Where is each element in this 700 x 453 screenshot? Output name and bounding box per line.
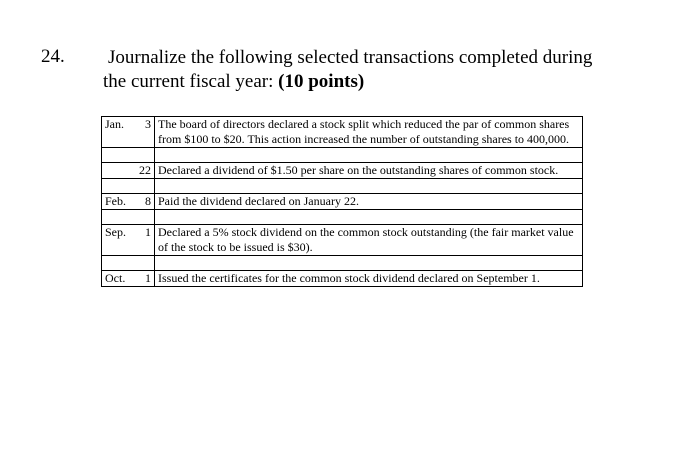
row-day: 3 bbox=[134, 117, 155, 148]
row-description: Issued the certificates for the common stock dividend declared on September 1. bbox=[155, 271, 583, 287]
question-points: (10 points) bbox=[278, 71, 365, 92]
row-day: 1 bbox=[134, 271, 155, 287]
question-line-2 bbox=[103, 70, 364, 94]
row-month: Jan. bbox=[102, 117, 135, 148]
question-line-1: Journalize the following selected transactions completed during bbox=[108, 47, 593, 68]
row-day: 8 bbox=[134, 194, 155, 210]
row-description: The board of directors declared a stock split which reduced the par of common shares from $100 to $20. This action increased the number of outstanding shares to 400,000. bbox=[155, 117, 583, 148]
row-day: 22 bbox=[134, 163, 155, 179]
transactions-table bbox=[101, 116, 583, 287]
table-row bbox=[102, 117, 583, 148]
row-day: 1 bbox=[134, 225, 155, 256]
row-description: Declared a 5% stock dividend on the common stock outstanding (the fair market value of the stock to be issued is $30). bbox=[155, 225, 583, 256]
table-row bbox=[102, 194, 583, 210]
blank-row bbox=[102, 179, 583, 194]
question-line-2-text: the current fiscal year: bbox=[103, 71, 279, 92]
row-month: Sep. bbox=[102, 225, 135, 256]
question-number: 24. bbox=[41, 46, 65, 67]
blank-row bbox=[102, 256, 583, 271]
row-month: Oct. bbox=[102, 271, 135, 287]
row-description: Declared a dividend of $1.50 per share on the outstanding shares of common stock. bbox=[155, 163, 583, 179]
table-row bbox=[102, 225, 583, 256]
row-month: Feb. bbox=[102, 194, 135, 210]
blank-row bbox=[102, 210, 583, 225]
table-row bbox=[102, 271, 583, 287]
row-description: Paid the dividend declared on January 22. bbox=[155, 194, 583, 210]
blank-row bbox=[102, 148, 583, 163]
table-row bbox=[102, 163, 583, 179]
row-month bbox=[102, 163, 135, 179]
